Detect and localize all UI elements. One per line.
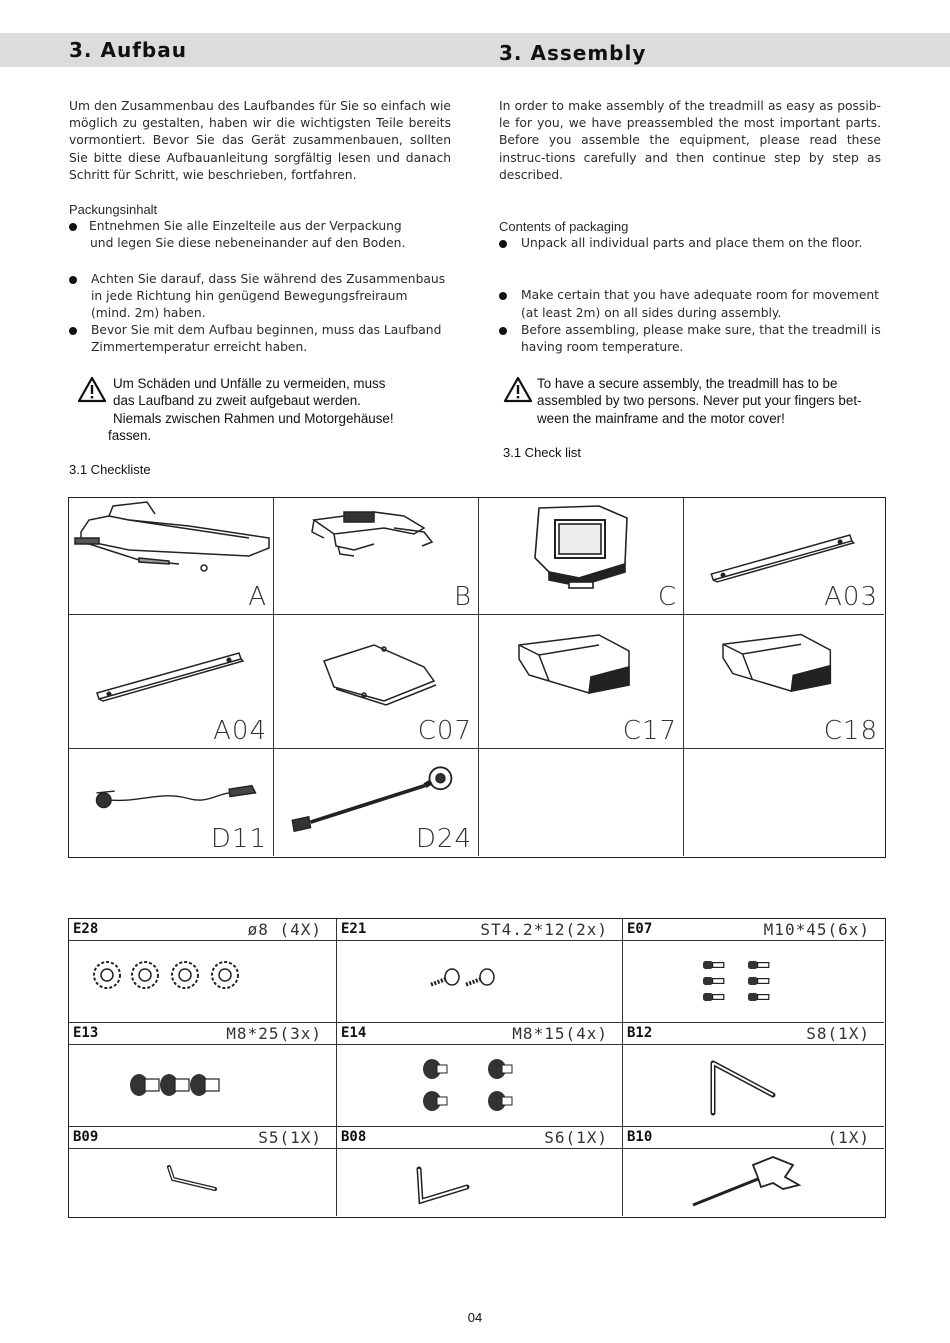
bullet-text: Unpack all individual parts and place them on the floor. — [521, 236, 863, 251]
hardware-cell-e13 — [69, 1023, 337, 1127]
bullet-item — [69, 271, 451, 323]
hardware-cell-e14 — [337, 1023, 623, 1127]
hardware-spec: S5(1X) — [258, 1128, 322, 1147]
screw-icon — [337, 941, 623, 1023]
hardware-header — [623, 1023, 884, 1045]
checklist-title-en: 3.1 Check list — [503, 445, 582, 460]
hardware-spec: ST4.2*12(2x) — [480, 920, 608, 939]
bullet-icon — [69, 223, 77, 231]
page-number: 04 — [467, 1310, 483, 1325]
hardware-code: E07 — [627, 921, 653, 937]
bolt-icon — [69, 1045, 337, 1127]
hardware-spec: M8*25(3x) — [226, 1024, 322, 1043]
parts-grid — [68, 497, 886, 858]
warning-line: To have a secure assembly, the treadmill has to be — [537, 376, 838, 391]
washer-icon — [69, 941, 337, 1023]
hardware-grid — [68, 918, 886, 1218]
bullet-item — [499, 235, 881, 252]
part-cell-b — [274, 498, 479, 615]
hardware-header — [337, 1023, 622, 1045]
hardware-header — [337, 1127, 622, 1149]
part-cell-empty — [479, 749, 684, 856]
bolt-icon — [337, 1045, 623, 1127]
bullet-item — [69, 218, 451, 252]
hardware-cell-e28 — [69, 919, 337, 1023]
part-cell-c17 — [479, 615, 684, 749]
hardware-code: E28 — [73, 921, 99, 937]
part-label: D24 — [415, 824, 472, 854]
hardware-header — [69, 1127, 336, 1149]
part-label: C17 — [622, 716, 677, 746]
hardware-spec: ø8 (4X) — [247, 920, 322, 939]
hardware-spec: S8(1X) — [806, 1024, 870, 1043]
hardware-code: E21 — [341, 921, 367, 937]
warning-line: Niemals zwischen Rahmen und Motorgehäuse! — [113, 410, 394, 426]
bullet-text: Make certain that you have adequate room for movement (at least 2m) on all sides during assembly. — [521, 288, 880, 320]
hardware-cell-e21 — [337, 919, 623, 1023]
warning-triangle-icon — [77, 376, 107, 403]
bullet-text: Before assembling, please make sure, that the treadmill is having room temperature. — [521, 322, 881, 355]
allen-key-icon — [623, 1045, 884, 1127]
hardware-code: E13 — [73, 1025, 99, 1041]
hardware-code: B08 — [341, 1129, 367, 1145]
bullet-icon — [69, 327, 77, 335]
hardware-code: B09 — [73, 1129, 99, 1145]
german-column — [69, 98, 451, 357]
hardware-cell-b10 — [623, 1127, 884, 1216]
bullet-item — [499, 322, 881, 356]
part-cell-d11 — [69, 749, 274, 856]
packaging-title-en: Contents of packaging — [499, 219, 629, 235]
bullet-item — [69, 322, 451, 356]
packaging-title-de: Packungsinhalt — [69, 202, 158, 218]
bullet-item — [499, 287, 881, 321]
hardware-cell-b08 — [337, 1127, 623, 1216]
part-cell-empty — [684, 749, 884, 856]
hardware-code: E14 — [341, 1025, 367, 1041]
part-label: A — [248, 582, 267, 612]
hardware-cell-b12 — [623, 1023, 884, 1127]
hardware-header — [69, 919, 336, 941]
console-frame-icon — [274, 498, 479, 615]
hardware-header — [69, 1023, 336, 1045]
part-label: C07 — [417, 716, 472, 746]
part-cell-c18 — [684, 615, 884, 749]
part-cell-a04 — [69, 615, 274, 749]
part-label: D11 — [210, 824, 267, 854]
hardware-code: B12 — [627, 1025, 653, 1041]
part-label: A04 — [213, 716, 267, 746]
warning-en — [537, 375, 882, 427]
bullet-icon — [499, 292, 507, 300]
hardware-spec: S6(1X) — [544, 1128, 608, 1147]
part-label: C — [657, 582, 677, 612]
warning-line: Um Schäden und Unfälle zu vermeiden, muss — [113, 376, 386, 391]
hardware-header — [623, 1127, 884, 1149]
multi-tool-icon — [623, 1149, 884, 1216]
intro-de: Um den Zusammenbau des Laufbandes für Sie so einfach wie möglich zu gestalten, haben wir die wichtigsten Teile bereits vormontiert. Bevor Sie das Gerät zusammenbauen, sollten Sie bitte diese Aufbauanleitung sorgfältig lesen und danach Schritt für Schritt, wie beschrieben, fortfahren. — [69, 99, 451, 182]
allen-key-icon — [69, 1149, 337, 1216]
hardware-spec: M10*45(6x) — [763, 920, 870, 939]
treadmill-frame-icon — [69, 498, 274, 615]
warning-line: fassen. — [108, 428, 152, 444]
hardware-cell-b09 — [69, 1127, 337, 1216]
section-title-de: 3. Aufbau — [69, 38, 187, 62]
english-column — [499, 98, 881, 356]
checklist-title-de: 3.1 Checkliste — [69, 462, 151, 477]
bullet-text: Achten Sie darauf, dass Sie während des Zusammenbaus in jede Richtung hin genügend Bewegungsfreiraum (mind. 2m) haben. — [91, 271, 446, 321]
bullet-text: und legen Sie diese nebeneinander auf den Boden. — [90, 236, 406, 251]
part-cell-d24 — [274, 749, 479, 856]
part-cell-c07 — [274, 615, 479, 749]
hardware-header — [337, 919, 622, 941]
part-cell-c — [479, 498, 684, 615]
intro-en: In order to make assembly of the treadmill as easy as possib-le for you, we have preassembled the most important parts. Before you assemble the equipment, please read these instruc-tions carefully and then continue step by step as described. — [499, 99, 881, 182]
bullet-icon — [499, 327, 507, 335]
hardware-spec: (1X) — [827, 1128, 870, 1147]
bolt-icon — [623, 941, 884, 1023]
bullet-icon — [499, 240, 507, 248]
part-cell-a — [69, 498, 274, 615]
warning-line: assembled by two persons. Never put your fingers bet- — [537, 393, 862, 409]
part-label: B — [453, 582, 472, 612]
warning-line: ween the mainframe and the motor cover! — [537, 410, 785, 426]
allen-key-icon — [337, 1149, 623, 1216]
bullet-icon — [69, 276, 77, 284]
section-title-en: 3. Assembly — [499, 41, 647, 65]
hardware-code: B10 — [627, 1129, 653, 1145]
part-cell-a03 — [684, 498, 884, 615]
part-label: A03 — [824, 582, 878, 612]
warning-triangle-icon — [503, 376, 533, 403]
bullet-text: Entnehmen Sie alle Einzelteile aus der Verpackung — [89, 219, 402, 234]
bullet-text: Bevor Sie mit dem Aufbau beginnen, muss das Laufband Zimmertemperatur erreicht haben. — [91, 323, 442, 355]
hardware-cell-e07 — [623, 919, 884, 1023]
hardware-header — [623, 919, 884, 941]
warning-line: das Laufband zu zweit aufgebaut werden. — [113, 393, 361, 409]
part-label: C18 — [823, 716, 878, 746]
display-console-icon — [479, 498, 684, 615]
hardware-spec: M8*15(4x) — [512, 1024, 608, 1043]
warning-de — [108, 375, 438, 445]
